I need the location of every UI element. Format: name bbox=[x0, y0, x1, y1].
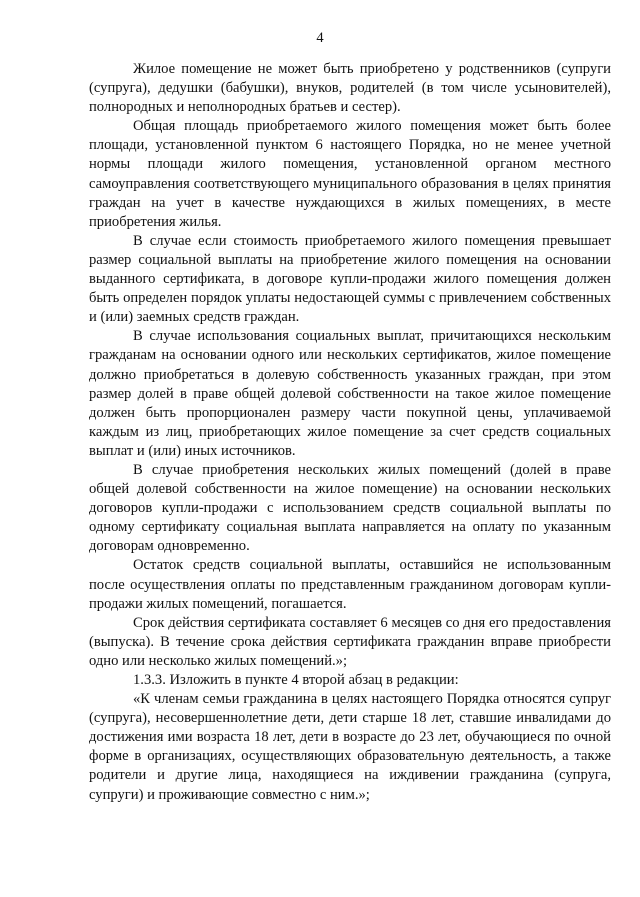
paragraph-relatives-restriction: Жилое помещение не может быть приобретено у родственников (супруги (супруга), дедушки (бабушки), внуков, родителей (в том числе усыновителей), полнородных и неполнородных братьев и сестер). bbox=[89, 61, 611, 116]
document-body bbox=[89, 60, 611, 805]
paragraph-family-members: «К членам семьи гражданина в целях настоящего Порядка относятся супруг (супруга), несовершеннолетние дети, дети старше 18 лет, ставшие инвалидами до достижения ими возраста 18 лет, дети в возрасте до 23 лет, обучающиеся по очной форме в организациях, осуществляющих образовательную деятельность, а также родители и другие лица, находящиеся на иждивении гражданина (супруга, супруги) и проживающие совместно с ним.»; bbox=[89, 691, 611, 803]
paragraph-remaining-funds: Остаток средств социальной выплаты, оставшийся не использованным после осуществления оплаты по представленным гражданином договорам купли-продажи жилых помещений, погашается. bbox=[89, 557, 611, 612]
paragraph-certificate-term: Срок действия сертификата составляет 6 месяцев со дня его предоставления (выпуска). В течение срока действия сертификата гражданин вправе приобрести одно или несколько жилых помещений.»; bbox=[89, 614, 611, 669]
paragraph-cost-exceeds: В случае если стоимость приобретаемого жилого помещения превышает размер социальной выплаты на приобретение жилого помещения на основании выданного сертификата, в договоре купли-продажи жилого помещения должен быть определен порядок уплаты недостающей суммы с привлечением собственных и (или) заемных средств граждан. bbox=[89, 232, 611, 326]
page-number: 4 bbox=[316, 30, 324, 46]
paragraph-total-area: Общая площадь приобретаемого жилого помещения может быть более площади, установленной пунктом 6 настоящего Порядка, но не менее учетной нормы площади жилого помещения, установленной органом местного самоуправления соответствующего муниципального образования в целях принятия граждан на учет в качестве нуждающихся в жилых помещениях, в месте приобретения жилья. bbox=[89, 118, 611, 230]
paragraph-multiple-dwellings: В случае приобретения нескольких жилых помещений (долей в праве общей долевой собственности на жилое помещение) на основании нескольких договоров купли-продажи с использованием средств социальной выплаты по одному сертификату социальная выплата направляется на оплату по указанным договорам одновременно. bbox=[89, 461, 611, 555]
paragraph-amendment-1-3-3: 1.3.3. Изложить в пункте 4 второй абзац в редакции: bbox=[133, 672, 459, 688]
paragraph-shared-ownership: В случае использования социальных выплат, причитающихся нескольким гражданам на основании одного или нескольких сертификатов, жилое помещение должно приобретаться в долевую собственность указанных граждан, при этом размер долей в праве общей долевой собственности на такое жилое помещение должен быть пропорционален размеру части покупной цены, уплачиваемой каждым из лиц, приобретающих жилое помещение за счет средств социальных выплат и (или) иных источников. bbox=[89, 328, 611, 459]
